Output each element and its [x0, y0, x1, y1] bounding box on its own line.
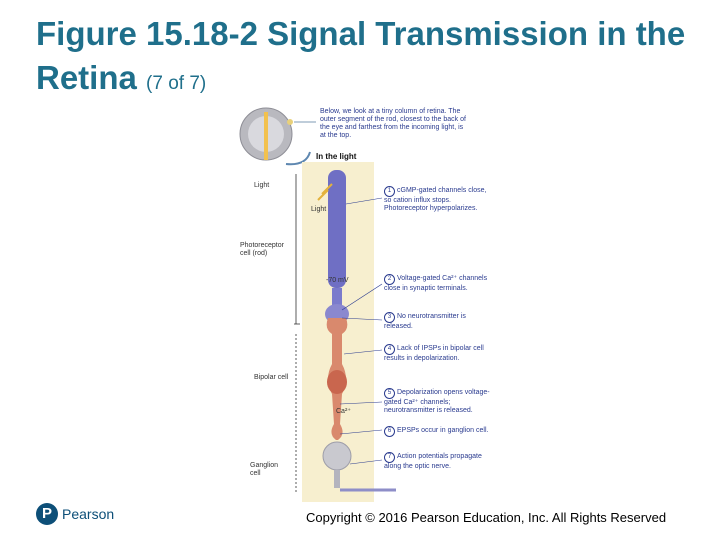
intro-note: Below, we look at a tiny column of retina. The outer segment of the rod, closest to the back of the eye and farthest from the incoming light, is at the top.: [320, 108, 466, 139]
label-calcium: Ca²⁺: [336, 408, 351, 415]
step-4: [384, 344, 492, 363]
step-number: 6: [384, 426, 395, 437]
step-text: Lack of IPSPs in bipolar cell results in depolarization.: [384, 345, 484, 362]
condition-label: In the light: [316, 152, 357, 161]
pearson-logo: [36, 502, 114, 526]
step-text: No neurotransmitter is released.: [384, 313, 466, 330]
step-3: [384, 312, 492, 331]
label-voltage: -70 mV: [326, 277, 349, 284]
slide-title: [36, 12, 696, 106]
pearson-mark-icon: P: [36, 503, 58, 525]
retina-column-diagram: [236, 104, 492, 504]
step-text: Action potentials propagate along the optic nerve.: [384, 453, 482, 470]
step-number: 3: [384, 312, 395, 323]
step-1: [384, 186, 492, 213]
step-number: 4: [384, 344, 395, 355]
step-6: [384, 426, 492, 437]
label-ganglion: Ganglion cell: [250, 462, 279, 477]
eye-icon: [240, 108, 293, 160]
step-number: 1: [384, 186, 395, 197]
copyright-notice: Copyright © 2016 Pearson Education, Inc. All Rights Reserved: [306, 510, 667, 525]
step-number: 7: [384, 452, 395, 463]
label-bipolar: Bipolar cell: [254, 374, 289, 381]
step-5: [384, 388, 492, 415]
step-number: 2: [384, 274, 395, 285]
step-2: [384, 274, 492, 293]
step-text: Depolarization opens voltage-gated Ca²⁺ channels; neurotransmitter is released.: [384, 389, 490, 414]
step-text: cGMP-gated channels close, so cation influx stops. Photoreceptor hyperpolarizes.: [384, 187, 487, 212]
step-7: [384, 452, 492, 471]
label-photoreceptor: Photoreceptor cell (rod): [240, 242, 284, 257]
label-light-inner: Light: [311, 206, 327, 213]
step-text: Voltage-gated Ca²⁺ channels close in synaptic terminals.: [384, 275, 488, 292]
pearson-wordmark: Pearson: [62, 506, 115, 522]
step-text: EPSPs occur in ganglion cell.: [397, 427, 489, 434]
label-light-top: Light: [254, 182, 270, 189]
slide-title-main: Figure 15.18-2 Signal Transmission in the Retina: [36, 15, 686, 96]
step-number: 5: [384, 388, 395, 399]
slide-title-sub: (7 of 7): [146, 73, 207, 94]
